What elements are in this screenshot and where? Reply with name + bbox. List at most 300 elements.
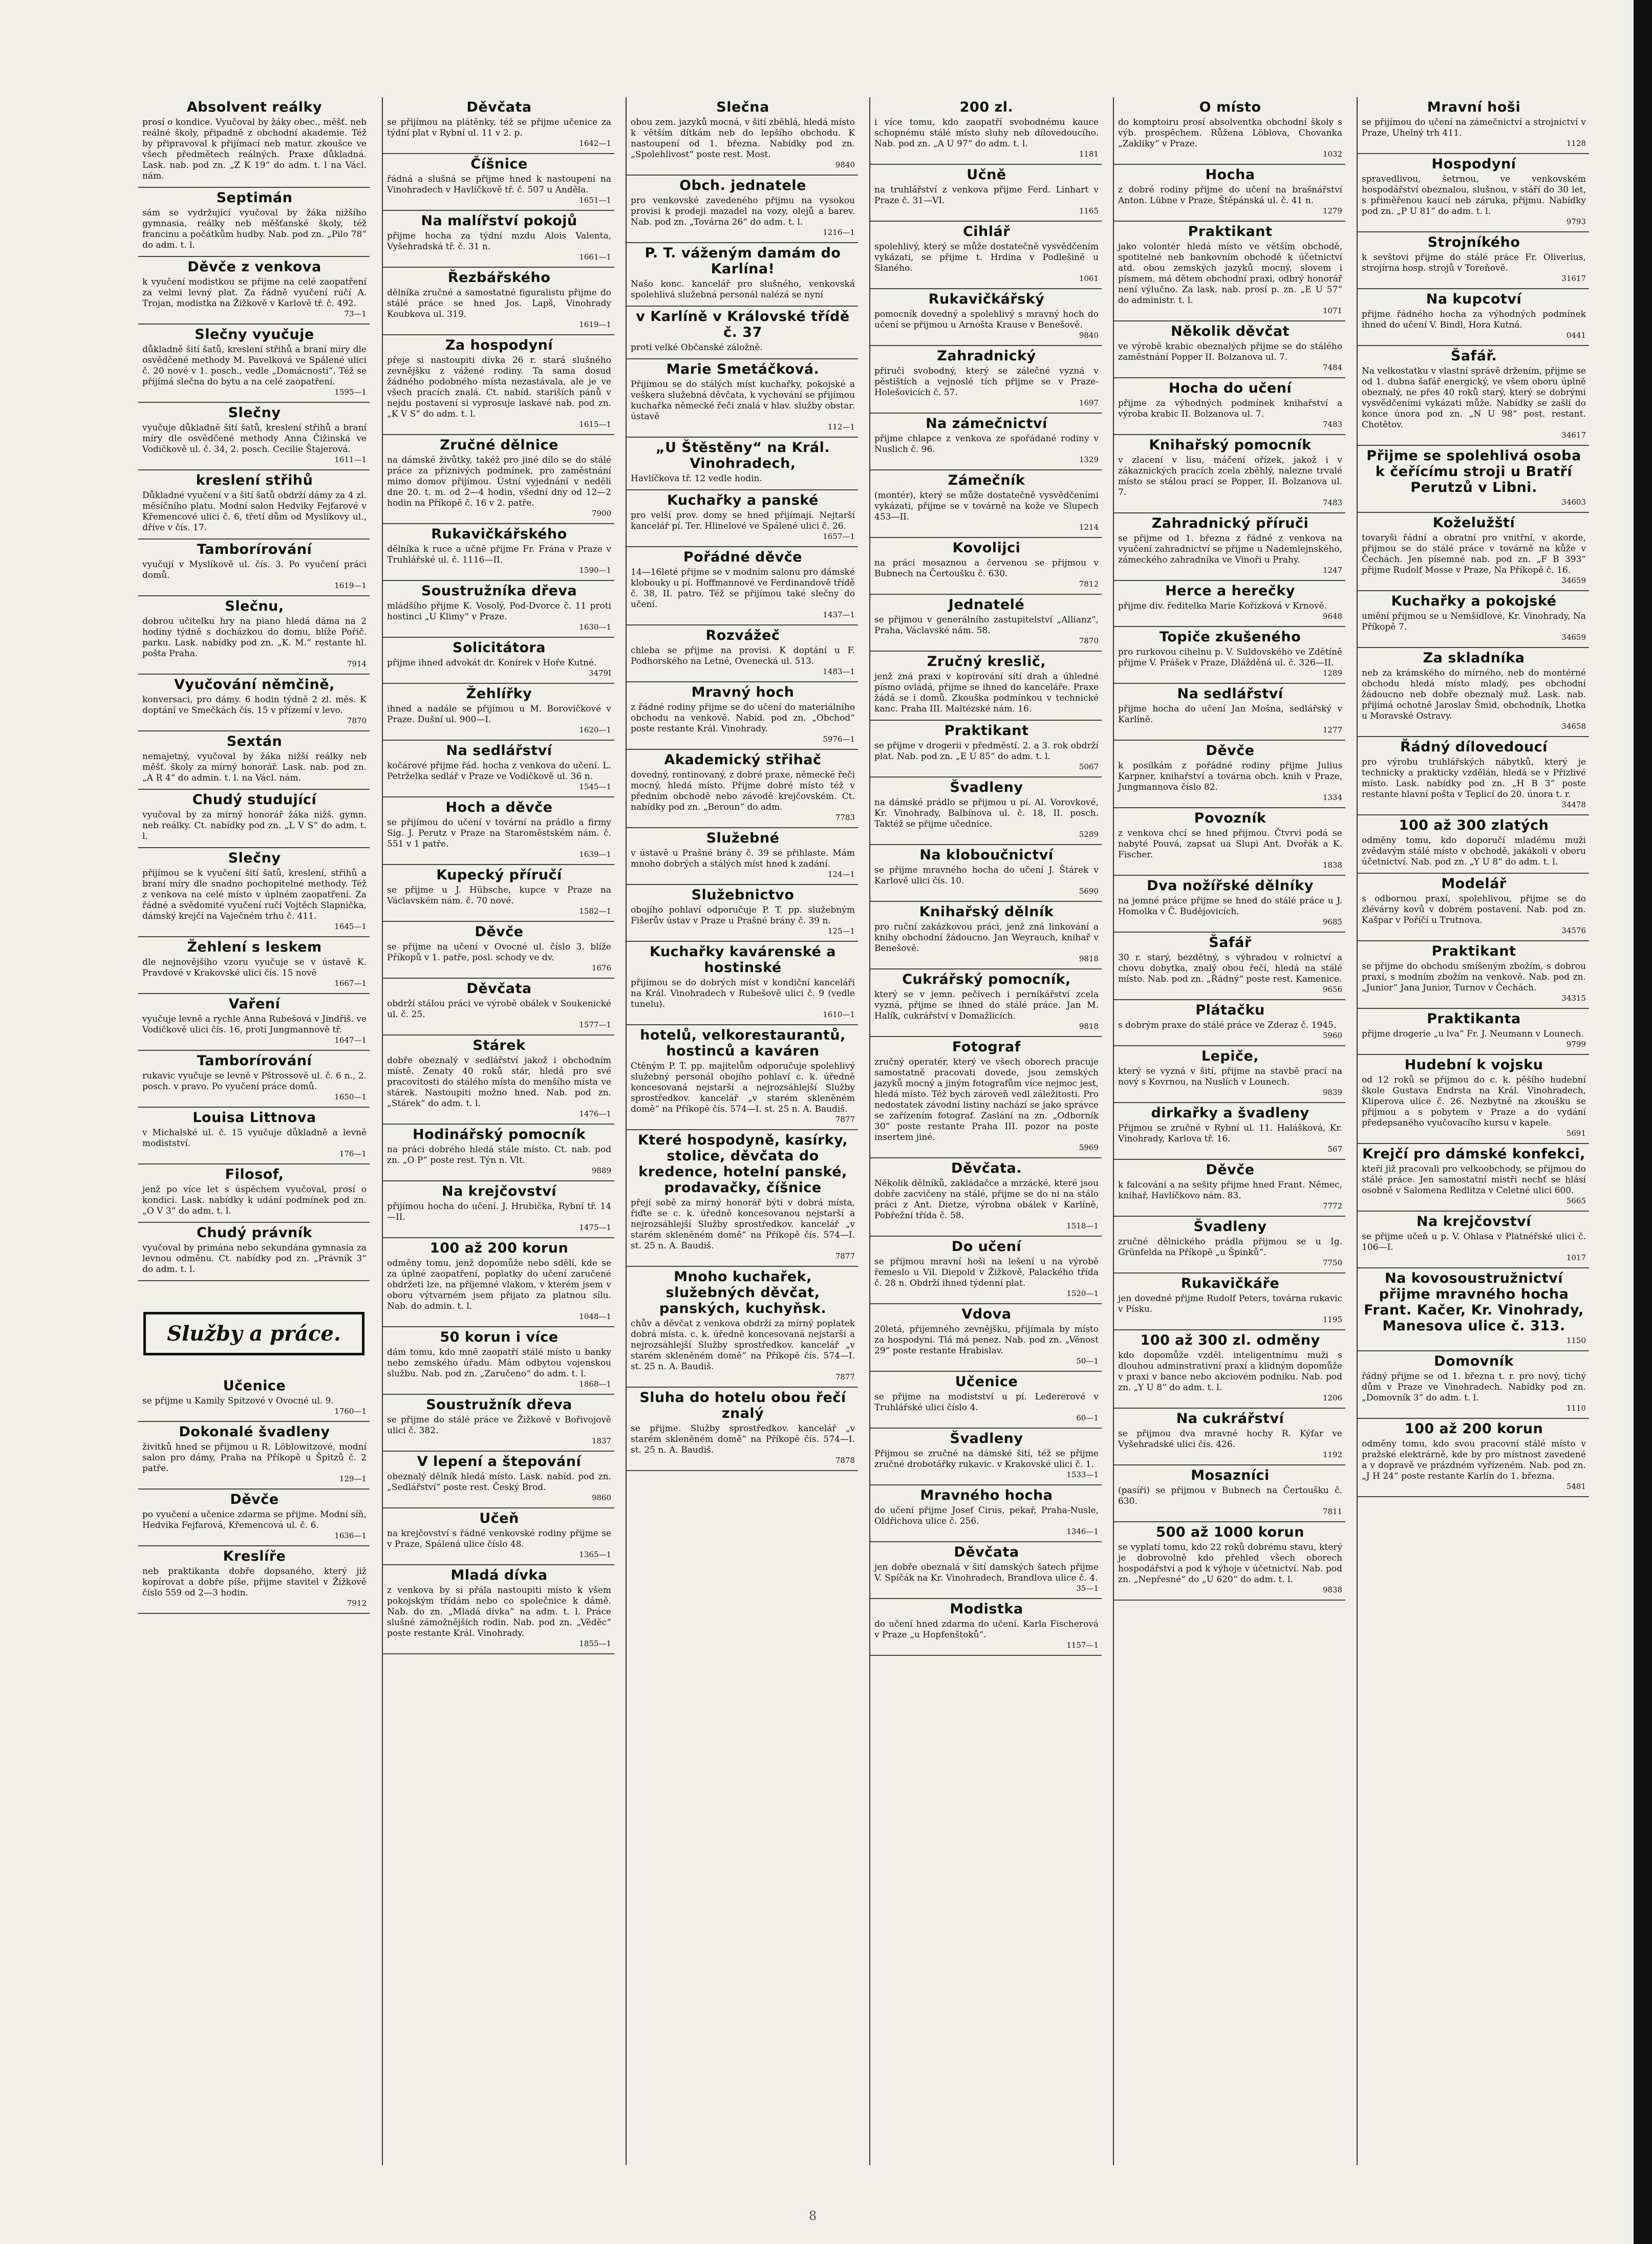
ad-reference-code: 124—1 [827, 870, 855, 879]
ad-reference-code: 7870 [347, 716, 367, 725]
ad-headline: Učenice [223, 1378, 286, 1394]
ad-headline: Lepiče, [1201, 1048, 1259, 1064]
ad-headline: Žehlířky [466, 686, 532, 702]
ad-body: prosí o kondice. Vyučoval by žáky obec., měšť. neb reálné školy, připadně z obchodní akademie. Též by připravoval k přijímací neb matur. zkoušce ve všech předmětech reálných. Praxe důkladná. Lask. nab. pod zn. „Z K 19“ do adm. t. l na Václ. nám. [142, 117, 367, 181]
classified-ad [870, 721, 1102, 778]
ad-body: přijímou se k vyučení šití šatů, kreslení, střihů a braní míry dle snadno pochopitelné methody. Též z venkova na celé místo v úplném zaopatření. Za řádné a svědomité vyučení ručí Vojtěch Slapnička, dámský krejčí na Vaječném trhu č. 411. [142, 868, 367, 921]
ad-headline: Mladá dívka [450, 1567, 548, 1583]
ad-headline: Zámečník [948, 472, 1025, 488]
classified-ad [870, 652, 1102, 721]
ad-reference-code: 9818 [1079, 954, 1099, 963]
ad-headline: Zahradnický [937, 348, 1036, 364]
ad-reference-code: 1577—1 [579, 1020, 611, 1029]
ad-body: se přijmou mravní hoši na lešení u na výrobě řemeslo u Vil. Diepold v Žižkově, Palackého třída č. 28 n. Obdrží ihned týdenní plat. [874, 1257, 1099, 1288]
ad-reference-code: 9839 [1322, 1088, 1342, 1097]
ad-reference-code: 1615—1 [579, 420, 611, 429]
classified-ad [870, 1429, 1102, 1485]
ad-headline: Rozvážeč [705, 628, 780, 643]
classified-ad [383, 684, 614, 741]
ad-headline: Hocha do učení [1168, 380, 1292, 396]
ad-body: na dámské živůtky, takéž pro jiné dílo se do stálé práce za příznivých podmínek, pro zaměstnání mimo domov přijímou. Ústní vyjednání v neděli dne 20. t. m. od 2—4 hodin, všední dny od 12—2 hodin na Příkopě č. 16 v 2. patře. [387, 455, 611, 508]
ad-headline: Knihařský dělník [919, 904, 1054, 920]
classified-ad [1114, 581, 1345, 627]
ad-headline: Kovolijci [952, 540, 1021, 556]
classified-ad [1358, 1419, 1589, 1497]
ad-reference-code: 1032 [1322, 149, 1342, 159]
ad-reference-code: 1476—1 [579, 1109, 611, 1118]
classified-ad [383, 922, 614, 979]
ad-reference-code: 1520—1 [1066, 1289, 1099, 1298]
classified-ad [1358, 941, 1589, 1009]
ad-reference-code: 34659 [1561, 633, 1586, 642]
ad-reference-code: 1214 [1079, 523, 1099, 532]
ad-reference-code: 7877 [835, 1252, 855, 1261]
classified-ad [1114, 933, 1345, 1000]
ad-headline: Dva nožířské dělníky [1147, 878, 1314, 894]
ad-reference-code: 7783 [835, 813, 855, 822]
classified-ad [138, 596, 370, 675]
ad-reference-code: 1061 [1079, 274, 1099, 283]
classified-ad [1114, 222, 1345, 321]
ad-headline: Filosof, [225, 1167, 284, 1182]
ad-body: dobře obeznalý v sedlářství jakož i obchodním místě. Zenaty 40 roků stár, hledá pro své pracovitosti do stálého místa do menšího místa ve stárek. Nastoupiti možno hned. Nab. pod zn. „Stárek“ do adm. t. l. [387, 1055, 611, 1109]
ad-reference-code: 35—1 [1076, 1584, 1099, 1593]
ad-reference-code: 1657—1 [823, 532, 855, 541]
classified-ad [138, 540, 370, 596]
section-banner: Služby a práce. [143, 1312, 364, 1355]
ad-body: ve výrobě krabic obeznalých přijme se do stálého zaměstnání Popper II. Bolzanova ul. 7. [1118, 341, 1342, 362]
classified-ad [870, 222, 1102, 289]
ad-headline: Hoch a děvče [445, 800, 553, 815]
classified-ad [870, 969, 1102, 1037]
ad-body: Přijmou se zručné v Rybní ul. 11. Halášková, Kr. Vinohrady, Karlova tř. 16. [1118, 1123, 1342, 1144]
classified-ad [627, 750, 858, 828]
classified-ad [383, 581, 614, 638]
ad-headline: V lepení a štepování [417, 1454, 582, 1470]
ad-reference-code: 176—1 [339, 1149, 367, 1158]
ad-headline: Marie Smetáčková. [666, 361, 820, 377]
classified-ad [1358, 1268, 1589, 1351]
ad-body: přijímou hocha do učení. J. Hrubička, Rybní tř. 14—II. [387, 1201, 611, 1222]
ad-headline: O místo [1199, 99, 1261, 115]
ad-reference-code: 1334 [1322, 793, 1342, 802]
ad-body: jenž zná praxi v kopírování sítí drah a úhledné písmo ovládá, přijme se ihned do kanceláře. Praxe žádá se i domů. Zkouška podmínkou v technické kanc. Praha III. Maltézské nám. 16. [874, 672, 1099, 714]
classified-ad [138, 470, 370, 540]
ad-reference-code: 1157—1 [1066, 1641, 1099, 1650]
ad-reference-code: 34315 [1561, 994, 1586, 1003]
ad-headline: Fotograf [952, 1039, 1021, 1055]
ad-reference-code: 1582—1 [579, 907, 611, 916]
ad-reference-code: 7878 [835, 1456, 855, 1465]
classified-ad [1358, 513, 1589, 591]
ad-headline: Povozník [1194, 810, 1267, 826]
ad-body: po vyučení a učenice zdarma se přijme. Modní síň, Hedvika Fejfarová, Křemencová ul. č. 6. [142, 1509, 367, 1530]
ad-headline: Služebné [706, 830, 780, 846]
ad-body: do komptoiru prosí absolventka obchodní školy s výb. prospěchem. Růžena Löblova, Chovanka „Zakliky“ v Praze. [1118, 117, 1342, 149]
classified-ad [138, 790, 370, 848]
classified-ad [1114, 1522, 1345, 1601]
ad-body: živitků hned se přijmou u R. Löblowitzové, modní salon pro dámy, Praha na Příkopě u Špitzů č. 2 patře. [142, 1442, 367, 1474]
classified-ad [627, 942, 858, 1025]
classified-ad [627, 307, 858, 359]
ad-reference-code: 1868—1 [579, 1379, 611, 1389]
ad-headline: Učenice [955, 1374, 1018, 1390]
ad-headline: Děvče [475, 924, 524, 940]
ad-body: jen dovedné přijme Rudolf Peters, továrna rukavic v Písku. [1118, 1293, 1342, 1314]
classified-ad [138, 1108, 370, 1164]
ad-reference-code: 7483 [1322, 498, 1342, 507]
classified-ad [870, 538, 1102, 595]
ad-body: se přijme do obchodu smíšeným zbožím, s dobrou praxí, s modním zbožím na venkově. Nab. pod zn. „Junior“ Jana Junior, Turnov v Čechách. [1362, 961, 1586, 993]
ad-reference-code: 5665 [1566, 1196, 1586, 1205]
ad-headline: Soustružník dřeva [426, 1397, 572, 1413]
ad-body: přijme chlapce z venkova ze spořádané rodiny v Nuslich č. 96. [874, 434, 1099, 455]
ad-body: se přijme na modistství u pí. Ledererové v Truhlářské ulici číslo 4. [874, 1392, 1099, 1413]
classified-ad [1358, 591, 1589, 648]
ad-reference-code: 9685 [1322, 917, 1342, 926]
ad-reference-code: 7900 [591, 509, 611, 518]
ad-reference-code: 7811 [1322, 1507, 1342, 1516]
ad-reference-code: 5690 [1079, 887, 1099, 896]
classified-ad [383, 1508, 614, 1565]
ad-reference-code: 1150 [1566, 1336, 1586, 1345]
ad-headline: Slečna [716, 99, 769, 115]
ad-headline: Na zámečnictví [926, 416, 1047, 431]
ad-headline: Krejčí pro dámské konfekci, [1362, 1146, 1585, 1162]
ad-reference-code: 7772 [1322, 1201, 1342, 1211]
classified-ad [870, 778, 1102, 845]
ad-body: kdo dopomůže vzděl. inteligentnímu muži s dlouhou adminstrativní praxí a klidným dopomůže v praxi v bance nebo akciovém podniku. Nab. pod zn. „Y U 8“ do adm. t. l. [1118, 1350, 1342, 1393]
ad-reference-code: 1611—1 [334, 455, 367, 464]
ad-body: obeznalý dělník hledá místo. Lask. nabíd. pod zn. „Sedlářství“ poste rest. Český Brod. [387, 1472, 611, 1493]
ad-headline: Rukavičkářského [431, 526, 567, 542]
classified-ad [870, 1304, 1102, 1372]
ad-headline: 100 až 300 zl. odměny [1140, 1332, 1320, 1348]
classified-ad [870, 414, 1102, 470]
ad-body: Na velkostatku v vlastní správě držením, přijme se od 1. dubna šafář energický, ve všem oboru úplně obeznalý, ne přes 40 roků starý, který se dobrými vysvědčeními vykázati může. Nabídky se zašlí do konce února pod zn. „N U 98“ post. restant. Chotětov. [1362, 366, 1586, 430]
ad-reference-code: 1620—1 [579, 725, 611, 735]
classified-ad [1358, 815, 1589, 874]
ad-body: na truhlářství z venkova přijme Ferd. Linhart v Praze č. 31—VI. [874, 185, 1099, 206]
ad-headline: Na kovosoustružnictví přijme mravného hocha Frant. Kačer, Kr. Vinohrady, Manesova ulice č. 313. [1364, 1270, 1584, 1334]
ad-body: chleba se přijme na provisi. K doptání u F. Podhorského na Letné, Ovenecká ul. 513. [631, 645, 855, 666]
ad-reference-code: 50—1 [1076, 1356, 1099, 1366]
column-2 [382, 97, 614, 2165]
ad-body: přijme ihned advokát dr. Konírek v Hoře Kutné. [387, 658, 597, 668]
ad-reference-code: 1110 [1566, 1404, 1586, 1413]
ad-headline: Mravní hoši [1427, 99, 1521, 115]
classified-ad [383, 1125, 614, 1181]
ad-headline: Septimán [216, 190, 293, 206]
ad-body: přijme hocha za týdní mzdu Alois Valenta, Vyšehradská tř. č. 31 n. [387, 231, 611, 252]
ad-reference-code: 34576 [1561, 926, 1586, 935]
ad-reference-code: 9793 [1566, 217, 1586, 226]
classified-ad [627, 438, 858, 490]
classified-ad [1358, 1351, 1589, 1419]
ad-body: Přijmou se zručné na dámské šití, též se přijme zručné drobotářky rukavic. v Krakovské ulici č. 1. [874, 1449, 1099, 1470]
ad-reference-code: 1661—1 [579, 252, 611, 262]
ad-body: kočárové přijme řád. hocha z venkova do učení. L. Petrželka sedlář v Praze ve Vodičkově ul. 36 n. [387, 761, 611, 782]
classified-ad [1358, 1055, 1589, 1144]
ad-reference-code: 1642—1 [579, 139, 611, 148]
ad-body: přeje si nastoupiti dívka 26 r. stará slušného zevnějšku z vážené rodiny. Ta sama dosud žádného podobného místa nezastávala, ale je ve všech pracích znalá. Ct. nabíd. stariších pánů v nejdu postavení si vyprosuje laskavé nab. pod zn. „K V S“ do adm. t. l. [387, 355, 611, 419]
classified-ad [138, 325, 370, 403]
ad-reference-code: 1277 [1322, 725, 1342, 735]
ad-body: se přijme od 1. března z řádné z venkova na vyučení zahradnictví se přijme u Nademlejnského, zámeckého zahradníka ve Vinoři u Prahy. [1118, 533, 1342, 565]
ad-headline: Děvčata [466, 99, 532, 115]
ad-headline: Na krejčovství [441, 1183, 557, 1199]
ad-headline: Tamborírování [197, 1053, 312, 1069]
ad-headline: Jednatelé [948, 597, 1025, 613]
ad-body: přijímou se do dobrých míst v kondiční kanceláři na Král. Vinohradech v Rubešově ulici č. 9 (vedle tunelu). [631, 978, 855, 1009]
ad-headline: 100 až 200 korun [1404, 1421, 1543, 1437]
ad-body: se přijímou na plátěnky, též se přijme učenice za týdní plat v Rybní ul. 11 v 2. p. [387, 117, 611, 138]
ad-headline: Švadleny [950, 780, 1023, 795]
ad-body: odměny tomu, kdo doporučí mladému muži zvědavým stálé místo v obchodě, jakákoli v oboru účetnictví. Nab. pod zn. „Y U 8“ do adm. t. l. [1362, 835, 1586, 867]
ad-body: 14—16leté přijme se v modním salonu pro dámské klobouky u pí. Hoffmannové ve Ferdinandově třídě č. 38, II. patro. Též se přijímou také slečny do učení. [631, 567, 855, 610]
ad-body: ihned a nadále se přijímou u M. Borovičkové v Praze. Dušní ul. 900—I. [387, 704, 611, 725]
classified-ad [1358, 1009, 1589, 1055]
ad-headline: Domovník [1434, 1353, 1514, 1369]
ad-body: zručné dělnického prádla přijmou se u Ig. Grünfelda na Příkopě „u Špinků“. [1118, 1237, 1342, 1258]
ad-headline: Na krejčovství [1416, 1214, 1532, 1229]
classified-ad [383, 211, 614, 268]
ad-headline: Topiče zkušeného [1159, 629, 1301, 645]
ad-body: vyučoval by za mírný honorář žáka nižš. gymn. neb reálky. Ct. nabídky pod zn. „L V S“ do adm. t. l. [142, 810, 367, 842]
ad-headline: Hocha [1205, 167, 1255, 183]
ad-body: obojího pohlaví odporučuje P. T. pp. služebným Fišerův ústav v Praze u Prašné brány č. 39 n. [631, 905, 855, 926]
ad-reference-code: 9889 [591, 1166, 611, 1175]
ad-headline: 50 korun i více [440, 1329, 559, 1345]
ad-body: do učení přijme Josef Cirus, pekař, Praha-Nusle, Oldřichova ulice č. 256. [874, 1505, 1099, 1526]
ad-headline: Děvče [1206, 743, 1255, 759]
ad-body: dovedný, rontinovaný, z dobré praxe, německé řeči mocný, hledá místo. Přijme dobré místo též v předním obchodě nebo závodě krejčovském. Ct. nabídky pod zn. „Beroun“ do adm. [631, 770, 855, 812]
ad-body: na práci mosaznou a červenou se přijmou v Bubnech na Čertoušku č. 630. [874, 558, 1099, 579]
classified-ad [138, 1490, 370, 1546]
ad-headline: Zručný kreslič, [927, 654, 1046, 670]
page-number: 8 [809, 2209, 817, 2223]
ad-body: na práci dobrého hledá stále místo. Ct. nab. pod zn. „O P“ poste rest. Týn n. Vlt. [387, 1145, 611, 1166]
ad-reference-code: 7870 [1079, 636, 1099, 645]
ad-body: sám se vydržující vyučoval by žáka nižšího gymnasia, reálky neb měšťanské školy, též francinu a počátkům hudby. Nab. pod zn. „Pilo 78“ do adm. t. l. [142, 208, 367, 250]
classified-ad [138, 257, 370, 325]
ad-reference-code: 1647—1 [334, 1035, 367, 1045]
ad-body: dělníka zručné a samostatné figuralistu přijme do stálé práce se hned Jos. Lapš, Vinohrady Koubkova ul. 319. [387, 288, 611, 319]
classified-ad [1358, 1144, 1589, 1212]
ad-reference-code: 7812 [1079, 579, 1099, 589]
ad-body: k vyučení modistkou se přijme na celé zaopatření za velmi levný plat. Za řádně vyučení ručí A. Trojan, modistka na Žižkově v Karlově tř. č. 492. [142, 277, 367, 309]
ad-headline: Zručné dělnice [440, 437, 559, 453]
classified-ad [870, 97, 1102, 165]
classified-ad [627, 176, 858, 243]
ad-body: k sevštovi přijme do stálé práce Fr. Oliverius, strojírna hosp. strojů v Toreňově. [1362, 252, 1586, 273]
ad-body: na krejčovství s řádné venkovské rodiny přijme se v Praze, Spálená ulice číslo 48. [387, 1528, 611, 1549]
ad-reference-code: 1048—1 [579, 1312, 611, 1321]
ad-headline: Akademický střihač [664, 752, 822, 768]
ad-reference-code: 1365—1 [579, 1550, 611, 1559]
ad-reference-code: 5289 [1079, 830, 1099, 839]
ad-reference-code: 1610—1 [823, 1010, 855, 1019]
ad-body: spolehlivý, který se může dostatečně vysvědčením vykázati, se přijme t. Hrdina v Podlešině u Slaného. [874, 242, 1099, 273]
classified-ad [383, 1181, 614, 1238]
ad-headline: Na sedlářství [446, 743, 552, 759]
ad-reference-code: 7912 [347, 1599, 367, 1608]
ad-reference-code: 1181 [1079, 149, 1099, 159]
ad-headline: Vyučování němčině, [174, 677, 335, 693]
ad-headline: Zahradnický příruči [1151, 515, 1309, 531]
classified-ad [1114, 165, 1345, 222]
ad-body: umění přijmou se u Nemšídlové, Kr. Vinohrady, Na Příkopě 7. [1362, 611, 1586, 632]
ad-headline: Číšnice [470, 156, 528, 172]
ad-body: se přijme u Kamily Spitzové v Ovocné ul. 9. [142, 1396, 334, 1406]
classified-ad [1114, 513, 1345, 581]
ad-reference-code: 1165 [1079, 206, 1099, 215]
classified-ad [627, 359, 858, 438]
ad-headline: Mravný hoch [691, 684, 795, 700]
ad-body: i více tomu, kdo zaopatří svobodnému kauce schopnému stálé místo sluhy neb dílovedoucího. Nab. pod zn. „A U 97“ do adm. t. l. [874, 117, 1099, 149]
ad-body: v Michalské ul. č. 15 vyučuje důkladně a levně modistství. [142, 1128, 367, 1149]
ad-reference-code: 1645—1 [334, 922, 367, 931]
ad-headline: Děvčata. [951, 1160, 1022, 1176]
classified-ad [383, 979, 614, 1035]
ad-reference-code: 1437—1 [823, 610, 855, 619]
ad-reference-code: 1595—1 [334, 387, 367, 397]
ad-reference-code: 9818 [1079, 1022, 1099, 1031]
ad-body: se přijímou do učení v tovární na prádlo a firmy Sig. J. Perutz v Praze na Staroměstském nám. č. 551 v 1 patře. [387, 817, 611, 849]
ad-headline: Kuchařky kavárenské a hostinské [650, 944, 836, 976]
ad-body: pro výrobu truhlářských nábytků, který je technicky a prakticky vzdělán, hledá se v Přizlivé místo. Lask. nabídky pod zn. „H B 3“ poste restante hlavní pošta v Teplicí do 20. února t. r. [1362, 757, 1586, 800]
ad-body: (pasíři) se přijmou v Bubnech na Čertoušku č. 630. [1118, 1485, 1342, 1506]
ad-reference-code: 1329 [1079, 455, 1099, 464]
ad-body: pro rurkovou cihelnu p. V. Suldovského ve Zdětíně přijme V. Prášek v Praze, Dlážděná ul. č. 326—II. [1118, 647, 1342, 668]
ad-reference-code: 7483 [1322, 420, 1342, 429]
ad-reference-code: 567 [1327, 1145, 1342, 1154]
ad-body: Našo konc. kancelář pro slušného, venkovská spolehlivá služebná personál nalézá se nyní [631, 279, 855, 300]
classified-ad [627, 547, 858, 625]
classified-ad [383, 268, 614, 335]
ad-headline: Chudý studující [192, 792, 317, 808]
ad-headline: Žehlení s leskem [187, 939, 322, 955]
classified-ad [138, 1422, 370, 1490]
ad-headline: Děvčata [954, 1544, 1019, 1560]
ad-headline: Sluha do hotelu obou řečí znalý [639, 1390, 846, 1421]
classified-ad [627, 682, 858, 750]
classified-ad [1358, 232, 1589, 289]
ad-body: jenž po více let s úspěchem vyučoval, prosí o kondici. Lask. nabídky k udání podmínek pod zn. „O V 3“ do adm. t. l. [142, 1184, 367, 1216]
classified-ad [1114, 1046, 1345, 1103]
ad-body: který se v jemn. pečivech i perníkářství zcela vyzná, přijme se ihned do stálé práce. Jan M. Halík, cukrářství v Domažlicích. [874, 989, 1099, 1021]
ad-reference-code: 60—1 [1076, 1413, 1099, 1422]
ad-reference-code: 1289 [1322, 668, 1342, 678]
ad-body: přijme řádného hocha za výhodných podmínek ihned do učení V. Bindl, Hora Kutná. [1362, 309, 1586, 330]
classified-ad [383, 1395, 614, 1452]
classified-ad [138, 1164, 370, 1223]
ad-reference-code: 1676 [591, 963, 611, 973]
classified-ad [138, 937, 370, 994]
classified-ad [138, 403, 370, 470]
ad-headline: Tamborírování [197, 542, 312, 557]
classified-ad [870, 1372, 1102, 1429]
ad-body: se přijímou do učení na zámečnictví a strojnictví v Praze, Uhelný trh 411. [1362, 117, 1586, 138]
ad-body: se přijme na učení v Ovocné ul. číslo 3. blíže Příkopů v 1. patře, posl. schody ve dv. [387, 942, 611, 963]
ad-reference-code: 125—1 [827, 926, 855, 936]
ad-body: vyučují v Myslíkově ul. čís. 3. Po vyučení práci domů. [142, 559, 367, 580]
classified-ad [627, 490, 858, 547]
ad-headline: Louisa Littnova [192, 1110, 316, 1126]
ad-body: přijme hocha do učení Jan Mošna, sedlářský v Karlíně. [1118, 704, 1342, 725]
ad-body: vyučuje levně a rychle Anna Rubešová v Jindřiš. ve Vodičkově ulici čís. 16, proti Jungmannově tř. [142, 1014, 367, 1035]
classified-ad [138, 1051, 370, 1108]
classified-ad [1114, 97, 1345, 165]
ad-body: dám tomu, kdo mně zaopatří stálé místo u banky nebo zemského úřadu. Mám odbytou vojenskou službu. Nab. pod zn. „Zaručeno“ do adm. t. l. [387, 1347, 611, 1379]
ad-body: konversaci, pro dámy. 6 hodin týdně 2 zl. měs. K doptání ve Smečkách čís. 15 v přízemí v levo. [142, 695, 367, 716]
ad-reference-code: 7877 [835, 1115, 855, 1124]
ad-headline: Praktikanta [1427, 1011, 1521, 1027]
ad-reference-code: 1533—1 [1066, 1470, 1099, 1479]
ad-body: chův a děvčat z venkova obdrží za mírný poplatek dobrá místa. c. k. úředně koncesovaná nejstarší a nejrozsáhlejší Služby sprostředkov. kancelář „v starém skleněném domě“ na Příkopě čís. 574—I. st. 25 n. A. Baudiš. [631, 1319, 855, 1372]
ad-body: dělníka k ruce a učně přijme Fr. Frána v Praze v Truhlářské ul. č. 1116—II. [387, 544, 611, 565]
classified-ad [1114, 1103, 1345, 1160]
classified-ad [627, 1388, 858, 1471]
ad-body: od 12 roků se přijmou do c. k. pěšího hudební škole Gustava Endrsta na Král. Vinohradech, Kliperova ulice č. 26. Nezbytně na zkoušku se přijmou a s pobytem v Praze a do vydání předepsaného vyučovacího kursu v kapele. [1362, 1075, 1586, 1128]
ad-body: (montér), který se může dostatečně vysvědčeními vykázati, přijme se v továrně na kože ve Slupech 453—II. [874, 490, 1099, 522]
classified-ad [1114, 1409, 1345, 1465]
classified-ad [138, 1546, 370, 1614]
classified-ad [1358, 346, 1589, 446]
classified-ad [1114, 1160, 1345, 1217]
ad-headline: Za hospodyní [445, 337, 553, 353]
ad-headline: Na kloboučnictví [919, 847, 1054, 863]
ad-reference-code: 1279 [1322, 206, 1342, 215]
ad-headline: Plátačku [1195, 1002, 1265, 1018]
ad-reference-code: 1639—1 [579, 850, 611, 859]
classified-ad [383, 1238, 614, 1327]
ad-body: řádná a slušná se přijme hned k nastoupení na Vinohradech v Havlíčkově tř. č. 507 u Anděla. [387, 174, 611, 195]
ad-reference-code: 0441 [1566, 331, 1586, 340]
ad-body: přejí sobě za mírný honorář býti v dobrá místa, řiďte se c. k. úředně koncesovanou nejstarší a nejrozsáhlejší Služby sprostředkov. kancelář „v starém skleněném domě“ na Příkopě čís. 574—I. st. 25 n. A. Baudiš. [631, 1198, 855, 1251]
ad-headline: Šafář [1209, 935, 1252, 951]
ad-body: přiruči svobodný, který se zálečné vyzná v pěstištích a vejnoslé tích přijme se v Praze-Holešovicích č. 57. [874, 366, 1099, 398]
ad-body: se přijme v drogerii v předměstí. 2. a 3. rok obdrží plat. Nab. pod zn. „E U 85“ do adm. t. l. [874, 741, 1099, 762]
ad-headline: Koželužští [1432, 515, 1515, 531]
ad-body: s dobrým praxe do stálé práce ve Zderaz č. 1945. [1118, 1020, 1337, 1030]
ad-reference-code: 34603 [1561, 498, 1586, 507]
ad-headline: Do učení [951, 1239, 1022, 1255]
classified-ad [383, 865, 614, 922]
ad-reference-code: 1855—1 [579, 1639, 611, 1648]
ad-reference-code: 34659 [1561, 576, 1586, 585]
classified-ad [138, 994, 370, 1051]
ad-headline: Absolvent reálky [186, 99, 323, 115]
ad-body: na jemné práce přijme se hned do stálé práce u J. Homolka v Č. Budějovicích. [1118, 896, 1342, 917]
ad-headline: Šafář. [1450, 348, 1497, 364]
column-5 [1113, 97, 1345, 2165]
ad-headline: Praktikant [1431, 943, 1516, 959]
ad-reference-code: 1697 [1079, 398, 1099, 407]
ad-body: z venkova chcí se hned přijmou. Čtvrvi podá se nabyté Pouvá, zapsat ua Slupi Ant. Dvořák a K. Fischer. [1118, 828, 1342, 860]
ad-headline: Služebnictvo [691, 887, 795, 903]
ad-headline: Rukavičkářský [928, 291, 1045, 307]
classified-ad [383, 741, 614, 797]
column-6 [1357, 97, 1589, 2165]
ad-body: se přijmou dva mravné hochy R. Kýfar ve Vyšehradské ulici čís. 426. [1118, 1429, 1342, 1450]
classified-ad [383, 1327, 614, 1395]
ad-body: Několik dělníků, zakládačce a mrzácké, které jsou dobře zacvičeny na stálé, přijme se do ni na stálo práci z Ant. Dietze, výrobna obálek v Karlíně, Pobřežní třída č. 58. [874, 1178, 1099, 1221]
classified-ad [383, 1565, 614, 1654]
classified-ad [870, 470, 1102, 538]
ad-body: spravedlivou, šetrnou, ve venkovském hospodářství obeznalou, slušnou, v stáří do 30 let, s přiměřenou kaucí neb záruka, přijmu. Nabídky pod zn. „P U 81“ do adm. t. l. [1362, 174, 1586, 217]
ad-body: se vyplatí tomu, kdo 22 roků dobrému stavu, který je dobrovolně kdo přehled všech oborech hospodářství a pod k výhoje v účetnictví. Nab. pod zn. „Nepřesné“ do „U 620“ do adm. t. l. [1118, 1542, 1342, 1585]
